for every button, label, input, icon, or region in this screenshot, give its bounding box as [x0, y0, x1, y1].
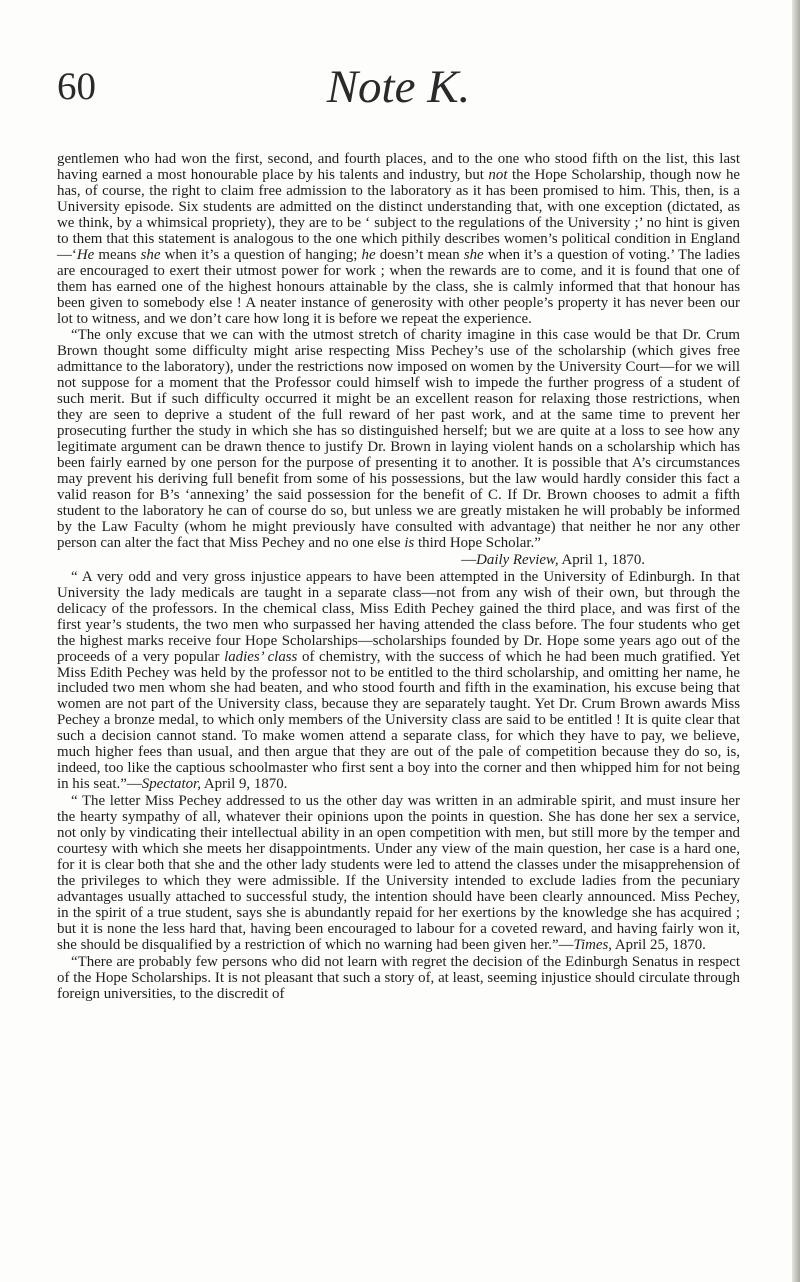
page-number: 60 [57, 65, 96, 108]
paragraph [57, 152, 740, 327]
text-run: “The only excuse that we can with the utmost stretch of charity imagine in this case would be that Dr. Crum Brown thought some difficulty might arise respecting Miss Pechey’s use of the scholarship (which gives free admittance to the laboratory), under the restrictions now imposed on women by the University Court—for we will not suppose for a moment that the Professor could himself wish to impede the further progress of a student of such merit. But if such difficulty occurred it might be an excellent reason for relaxing those restrictions, when they are seen to deprive a student of the full reward of her past work, and at the same time to prevent her prosecuting further the study in which she has so distinguished herself; but we are quite at a loss to see how any legitimate argument can be drawn thence to justify Dr. Brown in laying violent hands on a scholarship which has been fairly earned by one person for the purpose of presenting it to another. It is possible that A’s circumstances may prevent his deriving full benefit from some of his possessions, but the law would hardly consider this fact a valid reason for B’s ‘annexing’ the said possession for the benefit of C. If Dr. Brown chooses to admit a fifth student to the laboratory he can of course do so, but unless we are greatly mistaken he will probably be informed by the Law Faculty (whom he might previously have consulted with advantage) that neither he nor any other person can alter the fact that Miss Pechey and no one else [57, 327, 740, 551]
italic-text: he [361, 246, 376, 263]
italic-text: she [140, 246, 161, 263]
running-head: Note K. [326, 61, 471, 113]
text-run: “ The letter Miss Pechey addressed to us the other day was written in an admirable spirit, and must insure her the hearty sympathy of all, whatever their opinions upon the points in question. She has done her sex a service, not only by vindicating their intellectual ability in an open competition with men, but still more by the temper and courtesy with which she meets her disappointments. Under any view of the main question, her case is a hard one, for it is clear both that she and the other lady students were led to attend the classes under the misapprehension of the privileges to which they were admissible. If the University intended to exclude ladies from the pecuniary advantages usually attached to successful study, the intention should have been clearly announced. Miss Pechey, in the spirit of a true student, says she is abundantly repaid for her exertions by the knowledge she has acquired ; but it is none the less hard that, having been encouraged to labour for a coveted reward, and having fairly won it, she should be disqualified by a restriction of which no warning had been given her.”— [57, 793, 740, 953]
italic-text: she [463, 246, 484, 263]
text-run: April 9, 1870. [200, 776, 288, 793]
italic-text: not [488, 166, 508, 183]
paragraph [57, 570, 740, 793]
text-run: April 1, 1870. [558, 551, 645, 568]
italic-text: Times, [573, 936, 612, 953]
text-run: gentlemen who had won the first, second, and fourth places, and to the one who stood fifth on the list, this last having earned a most honourable place by his talents and industry, but [57, 151, 740, 183]
text-run: means [94, 246, 141, 263]
paragraph [57, 794, 740, 954]
text-run: doesn’t mean [375, 246, 464, 263]
text-run: when it’s a question of hanging; [160, 246, 362, 263]
italic-text: Daily Review, [476, 551, 559, 568]
text-run: third Hope Scholar.” [414, 534, 541, 551]
text-run: the Hope Scholarship, though now he has, of course, the right to claim free admission to the laboratory as it has been promised to him. This, then, is a University episode. Six students are admitted on the distinct understanding that, with one exception (dictated, as we think, by a whimsical propriety), they are to be ‘ subject to the regulations of the University ;’ no hint is given to them that this statement is analogous to the one which pithily describes women’s political condition in England—‘ [57, 166, 740, 263]
italic-text: ladies’ class [224, 648, 298, 665]
paragraph [57, 955, 740, 1003]
source-citation [57, 553, 740, 569]
italic-text: He [76, 246, 95, 263]
text-run: — [461, 551, 477, 568]
text-run: “ A very odd and very gross injustice appears to have been attempted in the University of Edinburgh. In that University the lady medicals are taught in a separate class—not from any wish of their own, but through the delicacy of the professors. In the chemical class, Miss Edith Pechey gained the third place, and was first of the first year’s students, the two men who surpassed her having attended the class before. The four students who get the highest marks receive four Hope Scholarships—scholarships founded by Dr. Hope some years ago out of the proceeds of a very popular [57, 568, 740, 665]
italic-text: is [404, 534, 415, 551]
page-edge-shadow [792, 0, 800, 1282]
text-run: April 25, 1870. [611, 936, 706, 953]
text-run: of chemistry, with the success of which he had been much gratified. Yet Miss Edith Pechey was held by the professor not to be entitled to the third scholarship, and omitting her name, he included two men whom she had beaten, and who stood fourth and fifth in the examination, his excuse being that women are not part of the University class, because they are separately taught. Yet Dr. Crum Brown awards Miss Pechey a bronze medal, to which only members of the University class are said to be entitled ! It is quite clear that such a decision cannot stand. To make women attend a separate class, for which they have to pay, we believe, much higher fees than usual, and then argue that they are out of the pale of competition because they do so, is, indeed, too like the captious schoolmaster who first sent a boy into the corner and then whipped him for not being in his seat.”— [57, 648, 740, 793]
body-text [57, 152, 740, 1003]
italic-text: Spectator, [141, 776, 201, 793]
paragraph [57, 328, 740, 551]
page-header [57, 62, 740, 112]
text-run: “There are probably few persons who did not learn with regret the decision of the Edinburgh Senatus in respect of the Hope Scholarships. It is not pleasant that such a story of, at least, seeming injustice should circulate through foreign universities, to the discredit of [57, 953, 740, 1002]
text-run: when it’s a question of voting.’ The ladies are encouraged to exert their utmost power for work ; when the rewards are to come, and it is found that one of them has earned one of the highest honours attainable by the class, she is calmly informed that that honour has been given to somebody else ! A neater instance of generosity with other people’s property it has never been our lot to witness, and we don’t care how long it is before we repeat the experience. [57, 246, 740, 327]
